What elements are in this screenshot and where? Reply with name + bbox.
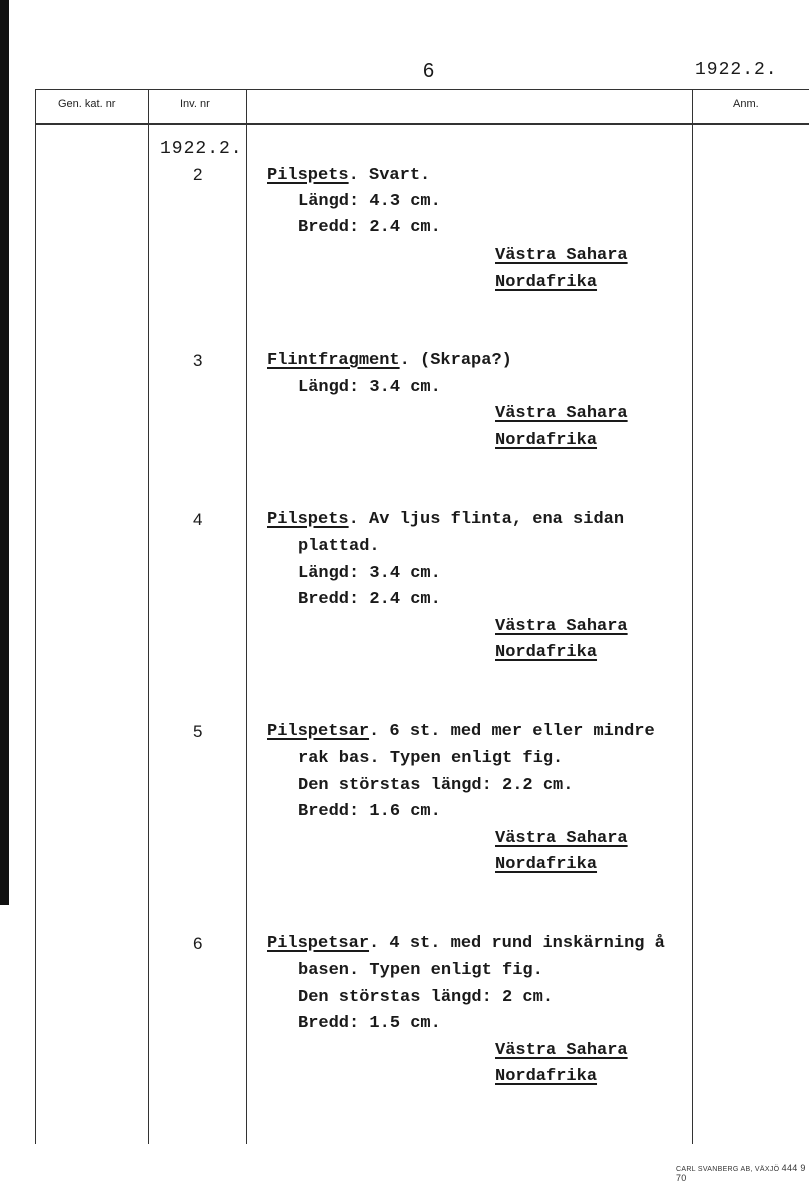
entry-line: Bredd: 1.6 cm. (298, 802, 441, 821)
entry-line: Bredd: 2.4 cm. (298, 590, 441, 609)
entry-place-region: Västra Sahara (495, 617, 628, 636)
page-edge-bar (0, 0, 9, 905)
entry-line: Längd: 3.4 cm. (298, 564, 441, 583)
entry-title-rest: . 4 st. med rund inskärning å (369, 934, 665, 953)
column-header-inv: Inv. nr (180, 98, 210, 110)
entry-title: Pilspets (267, 510, 349, 529)
printer-name: CARL SVANBERG AB, VÄXJÖ (676, 1166, 780, 1173)
entry-title: Flintfragment (267, 351, 400, 370)
inv-number: 5 (193, 722, 203, 741)
entry-place-continent: Nordafrika (495, 643, 598, 662)
column-header-gen: Gen. kat. nr (58, 98, 116, 110)
column-divider-inv (246, 89, 247, 1144)
inv-number: 3 (193, 351, 203, 370)
entry-title: Pilspets (267, 166, 349, 185)
entry-line: basen. Typen enligt fig. (298, 961, 543, 980)
entry-title-rest: . 6 st. med mer eller mindre (369, 722, 655, 741)
entry-title-line (267, 722, 655, 741)
entry-title-rest: . (Skrapa?) (399, 351, 512, 370)
entry-place-continent: Nordafrika (495, 855, 598, 874)
column-header-anm: Anm. (733, 98, 759, 110)
entry-line: Den störstas längd: 2.2 cm. (298, 776, 574, 795)
entry-place-continent: Nordafrika (495, 1067, 598, 1086)
page-number: 6 (423, 60, 435, 82)
inv-prefix: 1922.2. (160, 139, 243, 159)
entry-place-continent: Nordafrika (495, 273, 598, 292)
entry-title-rest: . Av ljus flinta, ena sidan (348, 510, 625, 529)
entry-line: plattad. (298, 537, 380, 556)
entry-place-region: Västra Sahara (495, 829, 628, 848)
entry-line: Längd: 4.3 cm. (298, 192, 441, 211)
entry-title-line (267, 166, 430, 185)
entry-line: rak bas. Typen enligt fig. (298, 749, 564, 768)
catalog-number: 1922.2. (695, 60, 778, 80)
entry-title-line (267, 934, 665, 953)
entry-place-region: Västra Sahara (495, 1041, 628, 1060)
entry-title: Pilspetsar (267, 934, 370, 953)
inv-number: 4 (193, 510, 203, 529)
entry-title-line (267, 351, 512, 370)
entry-line: Den störstas längd: 2 cm. (298, 988, 554, 1007)
entry-title: Pilspetsar (267, 722, 370, 741)
inv-number: 6 (193, 934, 203, 953)
entry-title-rest: . Svart. (348, 166, 431, 185)
entry-place-continent: Nordafrika (495, 431, 598, 450)
inv-number: 2 (193, 165, 203, 184)
printer-imprint (676, 1163, 809, 1183)
entry-line: Längd: 3.4 cm. (298, 378, 441, 397)
column-divider-gen (148, 89, 149, 1144)
entry-line: Bredd: 1.5 cm. (298, 1014, 441, 1033)
entry-line: Bredd: 2.4 cm. (298, 218, 441, 237)
entry-title-line (267, 510, 624, 529)
entry-place-region: Västra Sahara (495, 404, 628, 423)
column-divider-anm (692, 89, 693, 1144)
column-divider-left (35, 89, 36, 1144)
form-code: 444 9 70 (676, 1163, 806, 1183)
entry-place-region: Västra Sahara (495, 246, 628, 265)
